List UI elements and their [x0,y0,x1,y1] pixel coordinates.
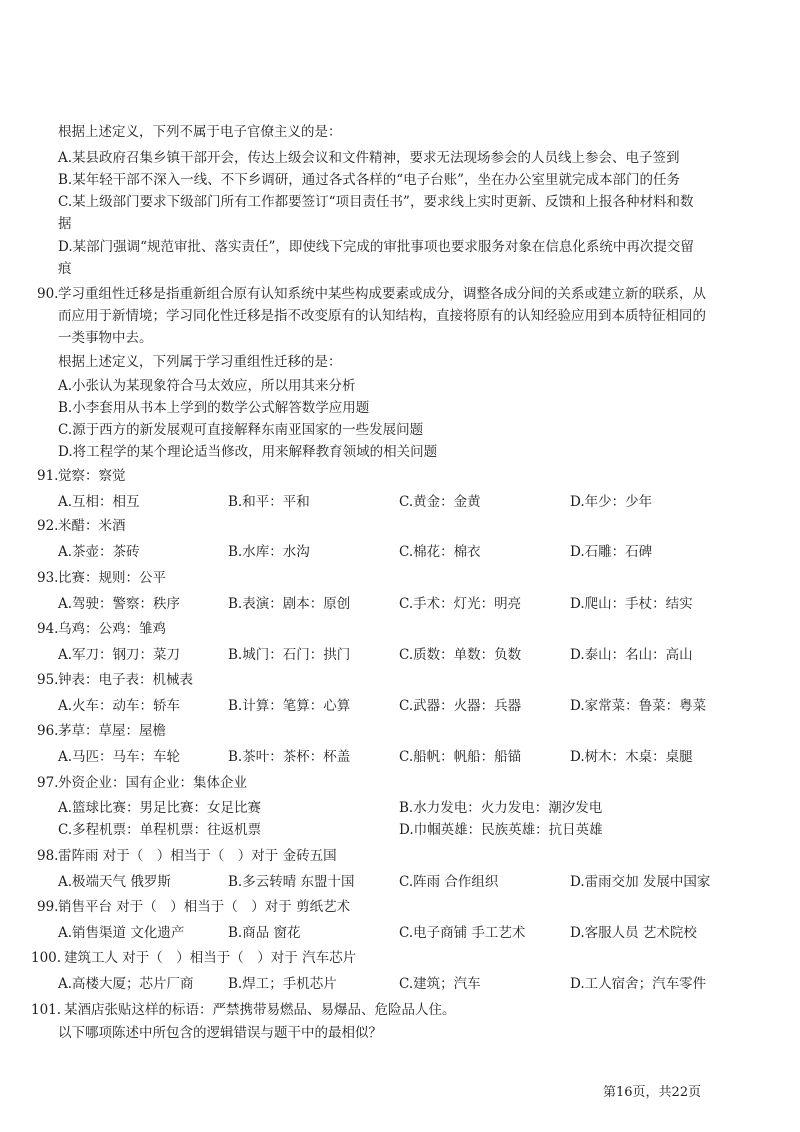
q89-option-c: C.某上级部门要求下级部门所有工作都要签订“项目责任书”，要求线上实时更新、反馈和上报各种材料和数 [58,194,694,210]
page-number: 第16页，共22页 [603,1085,702,1100]
q90-option-b: B.小李套用从书本上学到的数学公式解答数学应用题 [58,400,370,416]
q96-stem: 茅草：草屋：屋檐 [58,723,166,739]
q96-option-b: B.茶叶：茶杯：杯盖 [228,749,351,765]
q98-option-d: D.雷雨交加 发展中国家 [570,874,711,890]
q97-stem: 外资企业：国有企业：集体企业 [58,775,247,791]
q96-number: 96. [37,723,59,739]
q100-number: 100. [31,950,62,966]
q89-option-c-cont: 据 [58,216,72,232]
q99-option-c: C.电子商铺 手工艺术 [399,925,526,941]
q96-option-a: A.马匹：马车：车轮 [58,749,181,765]
q94-option-b: B.城门：石门：拱门 [228,647,351,663]
q94-option-a: A.军刀：钢刀：菜刀 [58,647,181,663]
q101-prompt: 以下哪项陈述中所包含的逻辑错误与题干中的最相似？ [58,1025,382,1041]
q90-prompt: 根据上述定义，下列属于学习重组性迁移的是： [58,354,342,370]
q91-number: 91. [37,468,59,484]
q100-option-c: C.建筑；汽车 [399,976,481,992]
q89-option-d: D.某部门强调“规范审批、落实责任”，即使线下完成的审批事项也要求服务对象在信息化系统中再次提交留 [58,239,694,255]
q92-option-d: D.石雕：石碑 [570,544,653,560]
q95-option-c: C.武器：火器：兵器 [399,698,522,714]
q100-option-a: A.高楼大厦；芯片厂商 [58,976,194,992]
q95-option-b: B.计算：笔算：心算 [228,698,351,714]
q98-number: 98. [37,848,59,864]
q92-option-a: A.茶壶：茶砖 [58,544,140,560]
q100-option-d: D.工人宿舍；汽车零件 [570,976,707,992]
q92-number: 92. [37,518,59,534]
q90-option-a: A.小张认为某现象符合马太效应，所以用其来分析 [58,378,356,394]
q89-option-b: B.某年轻干部不深入一线、不下乡调研，通过各式各样的“电子台账”，坐在办公室里就完成本部门的任务 [58,172,681,188]
q98-stem: 雷阵雨 对于（ ）相当于（ ）对于 金砖五国 [58,848,337,864]
q90-stem-line1: 学习重组性迁移是指重新组合原有认知系统中某些构成要素或成分，调整各成分间的关系或建立新的联系，从 [58,286,706,302]
q98-option-a: A.极端天气 俄罗斯 [58,874,171,890]
q94-option-c: C.质数：单数：负数 [399,647,522,663]
q97-number: 97. [37,775,59,791]
q100-option-b: B.焊工；手机芯片 [228,976,337,992]
q101-number: 101. [31,1002,62,1018]
q93-stem: 比赛：规则：公平 [58,570,166,586]
q93-option-c: C.手术：灯光：明亮 [399,596,522,612]
q99-stem: 销售平台 对于（ ）相当于（ ）对于 剪纸艺术 [58,899,351,915]
q89-option-d-cont: 痕 [58,261,72,277]
q100-stem: 建筑工人 对于（ ）相当于（ ）对于 汽车芯片 [64,950,357,966]
q98-option-b: B.多云转晴 东盟十国 [228,874,355,890]
q99-option-a: A.销售渠道 文化遗产 [58,925,185,941]
q91-stem: 觉察：察觉 [58,468,126,484]
q90-option-c: C.源于西方的新发展观可直接解释东南亚国家的一些发展问题 [58,422,424,438]
q93-option-d: D.爬山：手杖：结实 [570,596,693,612]
q92-option-c: C.棉花：棉衣 [399,544,481,560]
q90-option-d: D.将工程学的某个理论适当修改，用来解释教育领域的相关问题 [58,444,438,460]
q95-stem: 钟表：电子表：机械表 [58,672,193,688]
q89-prompt: 根据上述定义，下列不属于电子官僚主义的是： [58,124,342,140]
q101-stem: 某酒店张贴这样的标语：严禁携带易燃品、易爆品、危险品人住。 [64,1002,456,1018]
q90-stem-line2: 而应用于新情境；学习同化性迁移是指不改变原有的认知结构，直接将原有的认知经验应用到本质特征相同的 [58,308,706,324]
q91-option-c: C.黄金：金黄 [399,494,481,510]
q92-option-b: B.水库：水沟 [228,544,310,560]
q93-number: 93. [37,570,59,586]
q95-number: 95. [37,672,59,688]
q96-option-c: C.船帆：帆船：船锚 [399,749,522,765]
q92-stem: 米醋：米酒 [58,518,126,534]
q99-number: 99. [37,899,59,915]
q99-option-b: B.商品 窗花 [228,925,301,941]
q95-option-d: D.家常菜：鲁菜：粤菜 [570,698,707,714]
q97-option-a: A.篮球比赛：男足比赛：女足比赛 [58,800,262,816]
q97-option-c: C.多程机票：单程机票：往返机票 [58,822,262,838]
q89-option-a: A.某县政府召集乡镇干部开会，传达上级会议和文件精神，要求无法现场参会的人员线上参会、电子签到 [58,150,680,166]
q95-option-a: A.火车：动车：轿车 [58,698,181,714]
q97-option-b: B.水力发电：火力发电：潮汐发电 [399,800,603,816]
q97-option-d: D.巾帼英雄：民族英雄：抗日英雄 [399,822,603,838]
q94-option-d: D.泰山：名山：高山 [570,647,693,663]
q94-number: 94. [37,621,59,637]
q93-option-b: B.表演：剧本：原创 [228,596,351,612]
q91-option-d: D.年少：少年 [570,494,653,510]
q90-number: 90. [37,286,59,302]
q91-option-b: B.和平：平和 [228,494,310,510]
q96-option-d: D.树木：木桌：桌腿 [570,749,693,765]
q90-stem-line3: 一类事物中去。 [58,330,153,346]
q98-option-c: C.阵雨 合作组织 [399,874,499,890]
q94-stem: 乌鸡：公鸡：雏鸡 [58,621,166,637]
q99-option-d: D.客服人员 艺术院校 [570,925,697,941]
q91-option-a: A.互相：相互 [58,494,140,510]
q93-option-a: A.驾驶：警察：秩序 [58,596,181,612]
